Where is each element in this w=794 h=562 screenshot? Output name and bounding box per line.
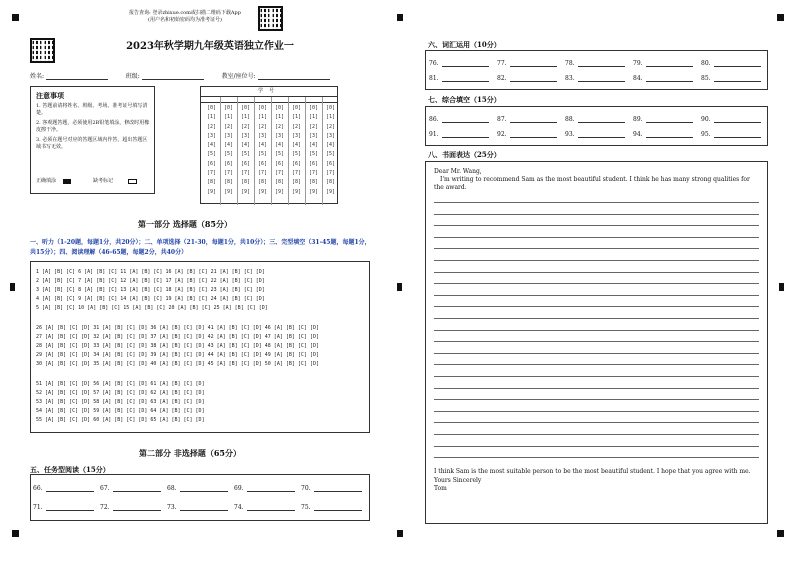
section6-question-number: 77. xyxy=(497,60,507,67)
id-digit-bubble[interactable]: [0] xyxy=(257,105,268,111)
id-digit-bubble[interactable]: [8] xyxy=(274,179,285,186)
section7-question-number: 95. xyxy=(701,131,711,138)
id-column-divider xyxy=(237,97,238,205)
section7-question-number: 93. xyxy=(565,131,575,138)
section6-title: 六、词汇运用（10分） xyxy=(428,40,501,49)
section6-box xyxy=(425,50,768,90)
id-digit-bubble[interactable]: [7] xyxy=(308,170,319,177)
section6-answer-line[interactable] xyxy=(578,66,625,67)
correct-fill-label: 正确填涂 xyxy=(36,178,57,184)
section5-answer-line[interactable] xyxy=(180,510,228,511)
section7-answer-line[interactable] xyxy=(578,122,625,123)
id-digit-bubble[interactable]: [5] xyxy=(223,151,234,158)
name-label: 姓名: xyxy=(30,73,45,80)
section6-answer-cell xyxy=(429,60,439,67)
section7-answer-cell xyxy=(565,131,575,138)
section7-answer-line[interactable] xyxy=(646,122,693,123)
id-digit-bubble[interactable]: [8] xyxy=(257,179,268,186)
section7-answer-line[interactable] xyxy=(714,137,761,138)
id-digit-bubble[interactable]: [3] xyxy=(325,132,336,139)
id-digit-bubble[interactable]: [8] xyxy=(223,179,234,186)
section6-answer-cell xyxy=(565,60,575,67)
id-digit-bubble[interactable]: [7] xyxy=(274,170,285,177)
section7-box xyxy=(425,106,768,146)
id-digit-bubble[interactable]: [6] xyxy=(274,160,285,167)
id-digit-bubble[interactable]: [0] xyxy=(308,105,319,111)
section5-question-number: 73. xyxy=(167,504,177,511)
id-digit-column xyxy=(305,104,322,197)
section6-answer-cell xyxy=(633,60,643,67)
mc-row[interactable]: 30 [A] [B] [C] [D] 35 [A] [B] [C] [D] 40 [A] [B] [C] [D] 45 [A] [B] [C] [D] 50 [A] [B] [C] [D] xyxy=(36,361,319,367)
id-digit-bubble[interactable]: [8] xyxy=(206,179,217,186)
id-digit-bubble[interactable]: [4] xyxy=(240,142,251,149)
section7-question-number: 87. xyxy=(497,116,507,123)
id-digit-bubble[interactable]: [5] xyxy=(257,151,268,158)
id-digit-bubble[interactable]: [2] xyxy=(308,123,319,130)
section6-answer-cell xyxy=(701,60,711,67)
section8-title: 八、书面表达（25分） xyxy=(428,150,501,159)
notes-title: 注意事项 xyxy=(36,91,64,100)
id-digit-bubble[interactable]: [1] xyxy=(325,114,336,121)
id-digit-bubble[interactable]: [7] xyxy=(325,170,336,177)
id-digit-column xyxy=(237,104,254,197)
page-title: 2023年秋学期九年级英语独立作业一 xyxy=(126,41,294,52)
id-digit-bubble[interactable]: [4] xyxy=(274,142,285,149)
writing-line[interactable] xyxy=(434,364,759,365)
id-digit-bubble[interactable]: [9] xyxy=(240,188,251,195)
id-digit-bubble[interactable]: [3] xyxy=(206,132,217,139)
corner-mark-top-right xyxy=(777,14,784,21)
id-digit-bubble[interactable]: [9] xyxy=(257,188,268,195)
corner-mark-mid-left-top xyxy=(397,14,403,21)
section5-answer-line[interactable] xyxy=(113,491,161,492)
section5-answer-line[interactable] xyxy=(314,491,362,492)
id-digit-bubble[interactable]: [7] xyxy=(223,170,234,177)
section5-answer-line[interactable] xyxy=(247,491,295,492)
section5-question-number: 71. xyxy=(33,504,43,511)
section7-title: 七、综合填空（15分） xyxy=(428,95,501,104)
id-digit-bubble[interactable]: [2] xyxy=(274,123,285,130)
corner-mark-bottom-left xyxy=(12,530,19,537)
id-digit-bubble[interactable]: [2] xyxy=(206,123,217,130)
section6-answer-line[interactable] xyxy=(646,66,693,67)
name-field[interactable] xyxy=(46,79,108,80)
mc-row[interactable]: 28 [A] [B] [C] [D] 33 [A] [B] [C] [D] 38 [A] [B] [C] [D] 43 [A] [B] [C] [D] 48 [A] [B] [C] [D] xyxy=(36,343,319,349)
id-digit-bubble[interactable]: [8] xyxy=(325,179,336,186)
section6-answer-cell xyxy=(497,60,507,67)
writing-signature: Tom xyxy=(434,485,447,492)
id-digit-bubble[interactable]: [5] xyxy=(240,151,251,158)
correct-fill-sample xyxy=(63,179,71,184)
section6-question-number: 82. xyxy=(497,75,507,82)
section6-answer-line[interactable] xyxy=(714,81,761,82)
mc-row[interactable]: 54 [A] [B] [C] [D] 59 [A] [B] [C] [D] 64 [A] [B] [C] [D] xyxy=(36,408,205,414)
corner-mark-top-left xyxy=(12,14,19,21)
section6-answer-cell xyxy=(633,75,643,82)
id-digit-bubble[interactable]: [4] xyxy=(257,142,268,149)
id-column-divider xyxy=(322,97,323,205)
section5-answer-line[interactable] xyxy=(46,510,94,511)
id-digit-bubble[interactable]: [6] xyxy=(240,160,251,167)
section7-question-number: 86. xyxy=(429,116,439,123)
section6-answer-line[interactable] xyxy=(442,66,489,67)
part1-instructions: 一、听力（1-20题，每题1分，共20分）；二、单项选择（21-30，每题1分，共10分）；三、完型填空（31-45题，每题1分，共15分）；四、阅读理解（46-65题，每题2分，共40分） xyxy=(30,239,371,256)
mc-row[interactable]: 4 [A] [B] [C] 9 [A] [B] [C] 14 [A] [B] [C] 19 [A] [B] [C] 24 [A] [B] [C] [D] xyxy=(36,296,265,302)
mc-row[interactable]: 26 [A] [B] [C] [D] 31 [A] [B] [C] [D] 36 [A] [B] [C] [D] 41 [A] [B] [C] [D] 46 [A] [B] [C] [D] xyxy=(36,325,319,331)
writing-opening: I'm writing to recommend Sam as the most beautiful student. I think he has many strong qualities for the award. xyxy=(434,176,750,191)
writing-greeting: Dear Mr. Wang, xyxy=(434,168,482,175)
section5-question-number: 74. xyxy=(234,504,244,511)
student-id-grid xyxy=(200,86,338,204)
section5-question-number: 69. xyxy=(234,485,244,492)
id-digit-bubble[interactable]: [3] xyxy=(240,132,251,139)
writing-closing: I think Sam is the most suitable person to be the most beautiful student. I hope that you agree with me. xyxy=(434,468,751,475)
id-digit-bubble[interactable]: [2] xyxy=(240,123,251,130)
id-digit-bubble[interactable]: [2] xyxy=(223,123,234,130)
id-digit-bubble[interactable]: [7] xyxy=(257,170,268,177)
id-digit-bubble[interactable]: [4] xyxy=(308,142,319,149)
qr-code-left xyxy=(30,38,55,63)
section6-question-number: 85. xyxy=(701,75,711,82)
writing-line[interactable] xyxy=(434,330,759,331)
id-digit-bubble[interactable]: [0] xyxy=(223,105,234,111)
id-digit-bubble[interactable]: [8] xyxy=(240,179,251,186)
side-mark-left xyxy=(10,283,15,291)
notes-item-3: 3. 必须在题号对应的答题区域内作答，超出答题区域书写无效。 xyxy=(36,137,148,150)
section5-title: 五、任务型阅读（15分） xyxy=(30,465,110,474)
id-digit-column xyxy=(254,104,271,197)
mc-row[interactable]: 52 [A] [B] [C] [D] 57 [A] [B] [C] [D] 62 [A] [B] [C] [D] xyxy=(36,390,205,396)
side-mark-mid xyxy=(397,283,402,291)
id-digit-bubble[interactable]: [8] xyxy=(308,179,319,186)
id-digit-bubble[interactable]: [3] xyxy=(274,132,285,139)
id-digit-bubble[interactable]: [3] xyxy=(257,132,268,139)
writing-line[interactable] xyxy=(434,225,759,226)
id-digit-bubble[interactable]: [3] xyxy=(223,132,234,139)
mc-answer-box xyxy=(30,261,370,433)
mc-block3 xyxy=(36,380,205,425)
id-digit-column xyxy=(288,104,305,197)
id-digit-bubble[interactable]: [0] xyxy=(240,105,251,111)
section6-answer-cell xyxy=(497,75,507,82)
section6-answer-line[interactable] xyxy=(510,66,557,67)
id-digit-bubble[interactable]: [2] xyxy=(291,123,302,130)
section6-answer-cell xyxy=(565,75,575,82)
section7-answer-cell xyxy=(565,116,575,123)
section6-question-number: 76. xyxy=(429,60,439,67)
class-field[interactable] xyxy=(142,79,204,80)
section7-question-number: 89. xyxy=(633,116,643,123)
id-digit-bubble[interactable]: [9] xyxy=(291,188,302,195)
part2-title: 第二部分 非选择题（65分） xyxy=(139,448,241,458)
id-digit-bubble[interactable]: [5] xyxy=(206,151,217,158)
section7-answer-cell xyxy=(497,131,507,138)
writing-line[interactable] xyxy=(434,446,759,447)
part1-title: 第一部分 选择题（85分） xyxy=(138,219,232,229)
writing-line[interactable] xyxy=(434,283,759,284)
id-digit-column xyxy=(322,104,339,197)
report-notice-line1: 报告查询: 登录zhixue.com或扫描二维码下载App xyxy=(129,10,241,16)
id-digit-bubble[interactable]: [5] xyxy=(325,151,336,158)
section5-question-number: 75. xyxy=(301,504,311,511)
id-column-divider xyxy=(288,97,289,205)
section5-question-number: 72. xyxy=(100,504,110,511)
section7-answer-cell xyxy=(701,116,711,123)
id-digit-bubble[interactable]: [4] xyxy=(291,142,302,149)
section5-answer-cell xyxy=(234,485,244,492)
section7-answer-cell xyxy=(633,131,643,138)
id-digit-column xyxy=(203,104,220,197)
writing-line[interactable] xyxy=(434,422,759,423)
corner-mark-mid-bottom xyxy=(397,530,403,537)
section5-question-number: 67. xyxy=(100,485,110,492)
mc-row[interactable]: 55 [A] [B] [C] [D] 60 [A] [B] [C] [D] 65 [A] [B] [C] [D] xyxy=(36,417,205,423)
id-digit-bubble[interactable]: [2] xyxy=(257,123,268,130)
seat-label: 教室/座位号: xyxy=(221,73,256,80)
section5-answer-cell xyxy=(33,504,43,511)
id-grid-header: 学号 xyxy=(257,88,280,94)
report-notice-line2: (用户名和初始密码均为准考证号) xyxy=(148,17,222,23)
id-digit-bubble[interactable]: [0] xyxy=(274,105,285,111)
section5-answer-line[interactable] xyxy=(180,491,228,492)
section6-question-number: 81. xyxy=(429,75,439,82)
id-digit-bubble[interactable]: [4] xyxy=(325,142,336,149)
id-digit-column xyxy=(220,104,237,197)
id-digit-bubble[interactable]: [0] xyxy=(206,105,217,111)
writing-line[interactable] xyxy=(434,434,759,435)
id-column-divider xyxy=(254,97,255,205)
mc-row[interactable]: 3 [A] [B] [C] 8 [A] [B] [C] 13 [A] [B] [C] 18 [A] [B] [C] 23 [A] [B] [C] [D] xyxy=(36,287,265,293)
id-digit-bubble[interactable]: [4] xyxy=(206,142,217,149)
section7-question-number: 94. xyxy=(633,131,643,138)
report-notice xyxy=(115,10,255,24)
section7-answer-line[interactable] xyxy=(510,137,557,138)
section6-answer-line[interactable] xyxy=(510,81,557,82)
id-digit-bubble[interactable]: [9] xyxy=(308,188,319,195)
section7-question-number: 88. xyxy=(565,116,575,123)
id-digit-bubble[interactable]: [9] xyxy=(325,188,336,195)
id-digit-column xyxy=(271,104,288,197)
section5-question-number: 70. xyxy=(301,485,311,492)
notes-item-1: 1. 答题前请将姓名、班级、考场、准考证号填写清楚。 xyxy=(36,103,148,116)
id-digit-bubble[interactable]: [6] xyxy=(223,160,234,167)
id-digit-bubble[interactable]: [0] xyxy=(325,105,336,111)
id-digit-bubble[interactable]: [1] xyxy=(223,114,234,121)
mc-row[interactable]: 29 [A] [B] [C] [D] 34 [A] [B] [C] [D] 39 [A] [B] [C] [D] 44 [A] [B] [C] [D] 49 [A] [B] [C] [D] xyxy=(36,352,319,358)
section7-answer-line[interactable] xyxy=(714,122,761,123)
writing-line[interactable] xyxy=(434,388,759,389)
section6-answer-line[interactable] xyxy=(646,81,693,82)
writing-line[interactable] xyxy=(434,341,759,342)
id-digit-bubble[interactable]: [1] xyxy=(240,114,251,121)
writing-line[interactable] xyxy=(434,306,759,307)
section5-answer-cell xyxy=(234,504,244,511)
student-fields xyxy=(30,71,390,80)
writing-line[interactable] xyxy=(434,214,759,215)
notes-item-2: 2. 客观题答题，必须使用2B铅笔填涂，修改时用橡皮擦干净。 xyxy=(36,120,150,133)
writing-line[interactable] xyxy=(434,318,759,319)
section5-answer-cell xyxy=(167,485,177,492)
section5-answer-cell xyxy=(167,504,177,511)
section7-answer-cell xyxy=(497,116,507,123)
section7-answer-cell xyxy=(633,116,643,123)
section7-question-number: 92. xyxy=(497,131,507,138)
mc-row[interactable]: 53 [A] [B] [C] [D] 58 [A] [B] [C] [D] 63 [A] [B] [C] [D] xyxy=(36,399,205,405)
writing-line[interactable] xyxy=(434,353,759,354)
id-digit-bubble[interactable]: [7] xyxy=(206,170,217,177)
section5-answer-line[interactable] xyxy=(247,510,295,511)
seat-field[interactable] xyxy=(258,79,330,80)
section5-answer-cell xyxy=(33,485,43,492)
writing-line[interactable] xyxy=(434,399,759,400)
section5-question-number: 68. xyxy=(167,485,177,492)
section5-answer-cell xyxy=(301,485,311,492)
id-column-divider xyxy=(220,97,221,205)
id-digit-bubble[interactable]: [9] xyxy=(223,188,234,195)
section6-question-number: 84. xyxy=(633,75,643,82)
id-digit-bubble[interactable]: [7] xyxy=(240,170,251,177)
section6-answer-line[interactable] xyxy=(442,81,489,82)
id-digit-bubble[interactable]: [4] xyxy=(223,142,234,149)
section5-answer-cell xyxy=(100,504,110,511)
section6-question-number: 79. xyxy=(633,60,643,67)
id-digit-bubble[interactable]: [6] xyxy=(308,160,319,167)
mc-block2 xyxy=(36,324,319,369)
id-grid-entry-line xyxy=(201,102,337,103)
writing-line[interactable] xyxy=(434,237,759,238)
id-digit-bubble[interactable]: [6] xyxy=(291,160,302,167)
absent-mark-box[interactable] xyxy=(128,179,137,184)
section5-answer-line[interactable] xyxy=(46,491,94,492)
id-grid-header-line xyxy=(201,96,337,97)
section7-question-number: 91. xyxy=(429,131,439,138)
section5-answer-cell xyxy=(301,504,311,511)
section5-question-number: 66. xyxy=(33,485,43,492)
id-digit-bubble[interactable]: [5] xyxy=(308,151,319,158)
section6-question-number: 83. xyxy=(565,75,575,82)
id-column-divider xyxy=(271,97,272,205)
section6-answer-line[interactable] xyxy=(578,81,625,82)
id-digit-bubble[interactable]: [8] xyxy=(291,179,302,186)
id-digit-bubble[interactable]: [1] xyxy=(274,114,285,121)
mc-row[interactable]: 51 [A] [B] [C] [D] 56 [A] [B] [C] [D] 61 [A] [B] [C] [D] xyxy=(36,381,205,387)
section5-answer-line[interactable] xyxy=(113,510,161,511)
id-digit-bubble[interactable]: [9] xyxy=(206,188,217,195)
id-digit-bubble[interactable]: [3] xyxy=(291,132,302,139)
section7-answer-cell xyxy=(701,131,711,138)
writing-line[interactable] xyxy=(434,457,759,458)
id-digit-bubble[interactable]: [1] xyxy=(257,114,268,121)
section6-answer-cell xyxy=(701,75,711,82)
id-digit-bubble[interactable]: [5] xyxy=(291,151,302,158)
corner-mark-bottom-right xyxy=(777,530,784,537)
mc-block1 xyxy=(36,268,268,313)
section5-answer-cell xyxy=(100,485,110,492)
mc-row[interactable]: 27 [A] [B] [C] [D] 32 [A] [B] [C] [D] 37 [A] [B] [C] [D] 42 [A] [B] [C] [D] 47 [A] [B] [C] [D] xyxy=(36,334,319,340)
section6-question-number: 78. xyxy=(565,60,575,67)
id-digit-bubble[interactable]: [1] xyxy=(206,114,217,121)
writing-line[interactable] xyxy=(434,411,759,412)
mc-row[interactable]: 5 [A] [B] [C] 10 [A] [B] [C] 15 [A] [B] [C] 20 [A] [B] [C] 25 [A] [B] [C] [D] xyxy=(36,305,268,311)
writing-line[interactable] xyxy=(434,376,759,377)
id-digit-bubble[interactable]: [9] xyxy=(274,188,285,195)
section7-answer-cell xyxy=(429,131,439,138)
writing-line[interactable] xyxy=(434,272,759,273)
section6-question-number: 80. xyxy=(701,60,711,67)
absent-mark-label: 缺考标记 xyxy=(93,178,114,184)
section7-answer-line[interactable] xyxy=(646,137,693,138)
side-mark-right xyxy=(779,283,784,291)
section7-answer-cell xyxy=(429,116,439,123)
id-column-divider xyxy=(305,97,306,205)
id-digit-bubble[interactable]: [1] xyxy=(308,114,319,121)
id-digit-bubble[interactable]: [1] xyxy=(291,114,302,121)
writing-line[interactable] xyxy=(434,295,759,296)
id-digit-bubble[interactable]: [7] xyxy=(291,170,302,177)
id-digit-bubble[interactable]: [6] xyxy=(257,160,268,167)
section7-question-number: 90. xyxy=(701,116,711,123)
section5-box xyxy=(30,474,370,521)
id-digit-bubble[interactable]: [5] xyxy=(274,151,285,158)
writing-box xyxy=(425,161,768,524)
mc-row[interactable]: 2 [A] [B] [C] 7 [A] [B] [C] 12 [A] [B] [C] 17 [A] [B] [C] 22 [A] [B] [C] [D] xyxy=(36,278,265,284)
section6-answer-line[interactable] xyxy=(714,66,761,67)
id-digit-bubble[interactable]: [3] xyxy=(308,132,319,139)
writing-line[interactable] xyxy=(434,202,759,203)
section7-answer-line[interactable] xyxy=(442,122,489,123)
notes-box xyxy=(30,86,155,194)
writing-line[interactable] xyxy=(434,248,759,249)
section7-answer-line[interactable] xyxy=(578,137,625,138)
writing-line[interactable] xyxy=(434,260,759,261)
id-digit-bubble[interactable]: [6] xyxy=(325,160,336,167)
id-digit-bubble[interactable]: [2] xyxy=(325,123,336,130)
section6-answer-cell xyxy=(429,75,439,82)
writing-signoff: Yours Sincerely xyxy=(434,477,482,484)
section5-answer-line[interactable] xyxy=(314,510,362,511)
mc-row[interactable]: 1 [A] [B] [C] 6 [A] [B] [C] 11 [A] [B] [C] 16 [A] [B] [C] 21 [A] [B] [C] [D] xyxy=(36,269,265,275)
class-label: 班级: xyxy=(125,73,140,80)
qr-code-top xyxy=(258,6,283,31)
section7-answer-line[interactable] xyxy=(442,137,489,138)
id-digit-bubble[interactable]: [6] xyxy=(206,160,217,167)
id-digit-bubble[interactable]: [0] xyxy=(291,105,302,111)
section7-answer-line[interactable] xyxy=(510,122,557,123)
